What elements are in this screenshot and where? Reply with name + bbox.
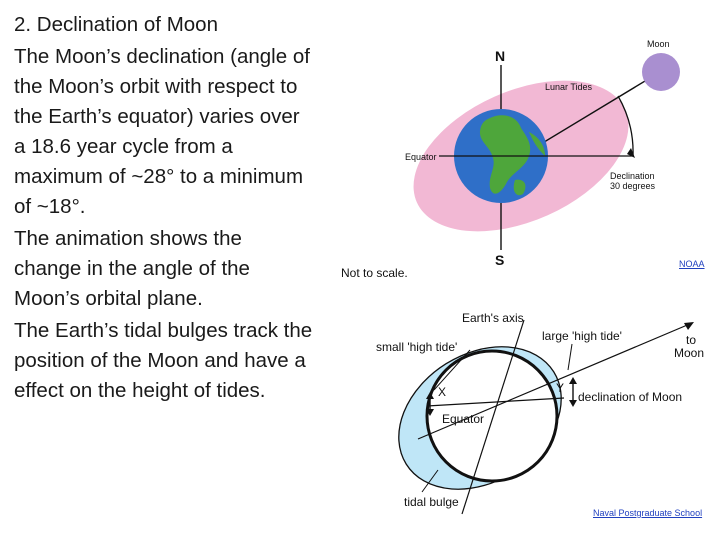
noaa-credit-link[interactable]: NOAA xyxy=(679,259,705,269)
lunar-tides-diagram xyxy=(395,12,713,274)
paragraph-animation: The animation shows the change in the angle of the Moon’s orbital plane. xyxy=(14,227,250,310)
declination-value-label: 30 degrees xyxy=(610,181,656,191)
equator-label: Equator xyxy=(405,152,437,162)
moon-label: Moon xyxy=(647,39,670,49)
equator-label: Equator xyxy=(442,412,485,426)
earths-axis-label: Earth's axis xyxy=(462,311,524,325)
north-label: N xyxy=(495,48,506,64)
to-moon-label: to xyxy=(686,333,697,347)
y-arrow-top xyxy=(569,377,577,384)
small-high-tide-label: small 'high tide' xyxy=(376,340,458,354)
x-label: X xyxy=(438,385,447,399)
declination-of-moon-label: declination of Moon xyxy=(578,390,683,404)
paragraph-declination: The Moon’s declination (angle of the Moon’s orbit with respect to the Earth’s equator) varies over a 18.6 year cycle from a maximum of ~28° to a minimum of ~18°. xyxy=(14,45,310,218)
lunar-tides-label: Lunar Tides xyxy=(545,82,593,92)
moon xyxy=(642,53,680,91)
heading: 2. Declination of Moon xyxy=(14,13,218,36)
large-high-tide-leader xyxy=(568,344,572,370)
naval-postgraduate-school-credit-link[interactable]: Naval Postgraduate School xyxy=(593,508,703,518)
large-high-tide-label: large 'high tide' xyxy=(542,329,622,343)
tidal-bulge-diagram xyxy=(362,300,712,518)
not-to-scale-note: Not to scale. xyxy=(341,266,408,280)
moon-label: Moon xyxy=(674,346,705,360)
text-column xyxy=(14,10,314,406)
declination-label: Declination xyxy=(610,171,655,181)
y-label: Y xyxy=(556,381,565,395)
tidal-bulge-label: tidal bulge xyxy=(404,495,459,509)
south-label: S xyxy=(495,252,505,268)
paragraph-tidal-bulges: The Earth’s tidal bulges track the position of the Moon and have a effect on the height of tides. xyxy=(14,319,313,402)
y-arrow-bottom xyxy=(569,400,577,407)
